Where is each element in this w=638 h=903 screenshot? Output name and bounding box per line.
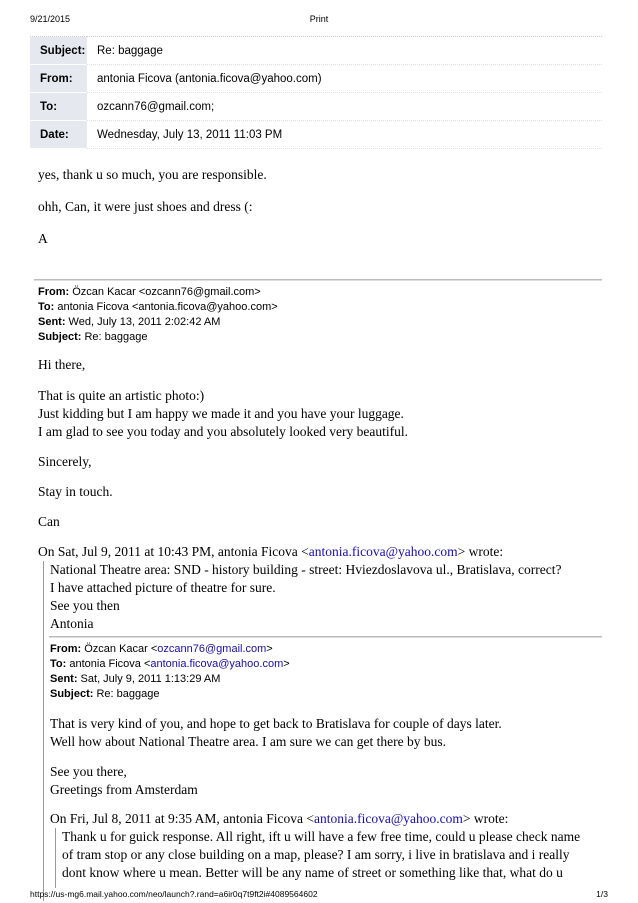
- print-title: Print: [309, 14, 329, 24]
- body-line: That is very kind of you, and hope to get back to Bratislava for couple of days later.: [50, 716, 502, 731]
- quote-bar: [55, 828, 56, 888]
- quoted-line: Thank u for guick response. All right, ift u will have a few free time, could u please check name: [62, 829, 581, 844]
- forward-header: [50, 642, 290, 702]
- date-value: Wednesday, July 13, 2011 11:03 PM: [87, 121, 602, 149]
- quoted-line: See you then: [50, 598, 120, 613]
- subject-value: Re: baggage: [87, 37, 602, 65]
- quote-bar: [43, 561, 44, 901]
- forward-sent: Sent: Wed, July 13, 2011 2:02:42 AM: [38, 316, 221, 328]
- quote-intro: On Sat, Jul 9, 2011 at 10:43 PM, antonia Ficova <antonia.ficova@yahoo.com> wrote:: [38, 544, 504, 559]
- forward-subject: Subject: Re: baggage: [50, 688, 160, 700]
- reply-signature: A: [38, 231, 48, 246]
- closing: Sincerely,: [38, 454, 92, 469]
- date-label: Date:: [30, 121, 87, 149]
- greeting: Hi there,: [38, 357, 86, 372]
- divider: [34, 279, 602, 281]
- quote-intro: On Fri, Jul 8, 2011 at 9:35 AM, antonia Ficova <antonia.ficova@yahoo.com> wrote:: [50, 811, 509, 826]
- stay-in-touch: Stay in touch.: [38, 484, 113, 499]
- body-line: Well how about National Theatre area. I am sure we can get there by bus.: [50, 734, 447, 749]
- email-link[interactable]: antonia.ficova@yahoo.com: [308, 544, 458, 559]
- forward-sent: Sent: Sat, July 9, 2011 1:13:29 AM: [50, 673, 221, 685]
- body-line: I am glad to see you today and you absolutely looked very beautiful.: [38, 424, 409, 439]
- email-link[interactable]: antonia.ficova@yahoo.com: [313, 811, 463, 826]
- subject-row: [30, 37, 602, 65]
- closing: See you there,: [50, 764, 127, 779]
- page-url: https://us-mg6.mail.yahoo.com/neo/launch?.rand=a6ir0q7t9ft2i#4089564602: [30, 889, 318, 899]
- quoted-line: dont know where u mean. Better will be any name of street or something like that, what do u: [62, 865, 563, 880]
- email-link[interactable]: antonia.ficova@yahoo.com: [150, 658, 284, 670]
- date-row: [30, 121, 602, 149]
- quoted-line: I have attached picture of theatre for sure.: [50, 580, 276, 595]
- body-line: Just kidding but I am happy we made it and you have your luggage.: [38, 406, 404, 421]
- forward-to: To: antonia Ficova <antonia.ficova@yahoo.com>: [38, 301, 278, 313]
- reply-line: ohh, Can, it were just shoes and dress (:: [38, 199, 253, 214]
- reply-line: yes, thank u so much, you are responsible.: [38, 167, 267, 182]
- signature: Can: [38, 514, 60, 529]
- divider: [49, 636, 602, 638]
- forward-subject: Subject: Re: baggage: [38, 331, 148, 343]
- to-value: ozcann76@gmail.com;: [87, 93, 602, 121]
- message-metadata-table: [30, 36, 602, 149]
- print-date: 9/21/2015: [30, 14, 71, 24]
- closing: Greetings from Amsterdam: [50, 782, 198, 797]
- quoted-line: Antonia: [50, 616, 94, 631]
- subject-label: Subject:: [30, 37, 87, 65]
- forward-header: [38, 285, 278, 345]
- page-number: 1/3: [596, 889, 608, 899]
- body-line: That is quite an artistic photo:): [38, 388, 205, 403]
- email-link[interactable]: ozcann76@gmail.com: [157, 643, 267, 655]
- to-row: [30, 93, 602, 121]
- forward-from: From: Özcan Kacar <ozcann76@gmail.com>: [50, 643, 273, 655]
- from-value: antonia Ficova (antonia.ficova@yahoo.com): [87, 65, 602, 93]
- from-row: [30, 65, 602, 93]
- forward-from: From: Özcan Kacar <ozcann76@gmail.com>: [38, 286, 261, 298]
- quoted-line: National Theatre area: SND - history building - street: Hviezdoslavova ul., Bratislava, correct?: [50, 562, 562, 577]
- to-label: To:: [30, 93, 87, 121]
- quoted-line: of tram stop or any close building on a map, please? I am sorry, i live in bratislava and i really: [62, 847, 570, 862]
- from-label: From:: [30, 65, 87, 93]
- forward-to: To: antonia Ficova <antonia.ficova@yahoo.com>: [50, 658, 290, 670]
